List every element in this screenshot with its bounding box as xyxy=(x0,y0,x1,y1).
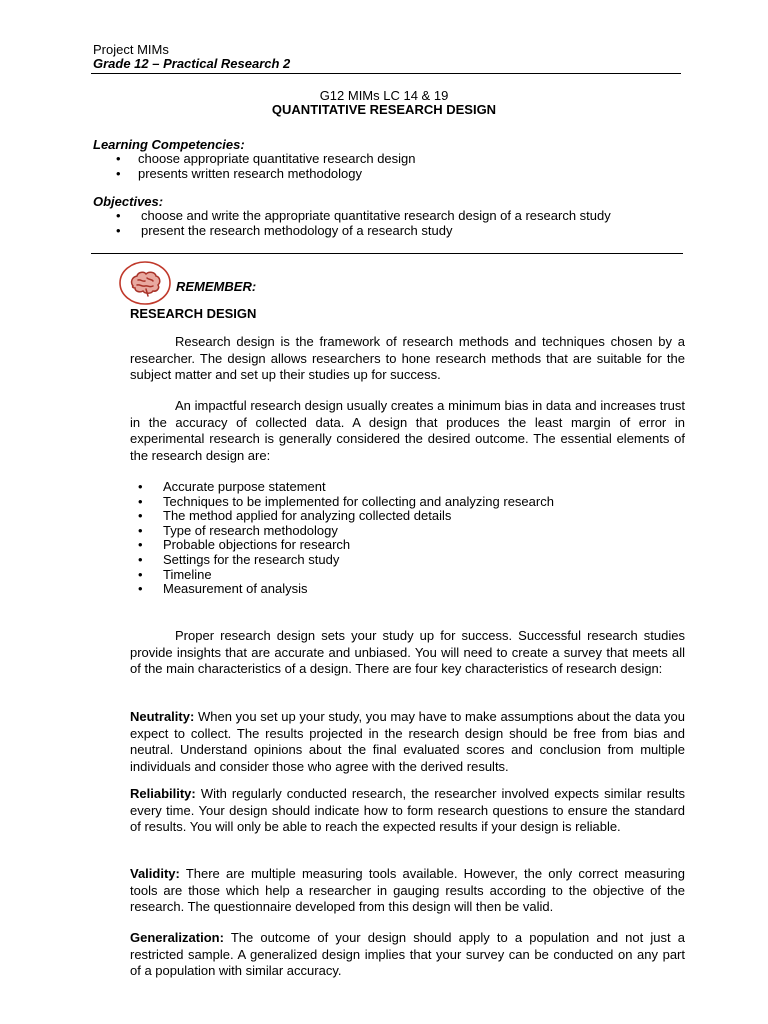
text-reliability: With regularly conducted research, the researcher involved expects similar results every time. Your design should indicate how to form research questions to ensure the standard of results. You will only be able to reach the expected results if your design is reliable. xyxy=(130,786,685,834)
brain-icon xyxy=(118,260,172,306)
text-validity: There are multiple measuring tools available. However, the only correct measuring tools are those which help a researcher in gauging results according to the objective of the research. The questionnaire developed from this design will then be valid. xyxy=(130,866,685,914)
list-item: • Measurement of analysis xyxy=(138,582,554,597)
list-item: • Timeline xyxy=(138,568,554,583)
text-neutrality: When you set up your study, you may have to make assumptions about the data you expect to collect. The results projected in the research design should be free from bias and neutral. Understand opinions about the final evaluated scores and conclusion from multiple individuals and consider those who agree with the derived results. xyxy=(130,709,685,774)
paragraph-neutrality xyxy=(130,709,685,775)
remember-label: REMEMBER: xyxy=(176,279,257,294)
objectives-label: Objectives: xyxy=(93,194,164,209)
elements-list xyxy=(138,480,554,597)
paragraph-validity xyxy=(130,866,685,916)
header-course: Grade 12 – Practical Research 2 xyxy=(93,56,291,71)
term-reliability: Reliability: xyxy=(130,786,196,801)
objectives-list xyxy=(116,209,611,238)
term-neutrality: Neutrality: xyxy=(130,709,195,724)
paragraph-intro: Research design is the framework of research methods and techniques chosen by a researcher. The design allows researchers to hone research methods that are suitable for the subject matter and set up their studies up for success. xyxy=(130,334,685,382)
list-item: • choose appropriate quantitative research design xyxy=(116,152,416,167)
list-item: • Settings for the research study xyxy=(138,553,554,568)
section-heading: RESEARCH DESIGN xyxy=(130,306,257,321)
paragraph-generalization xyxy=(130,930,685,980)
paragraph-impact: An impactful research design usually creates a minimum bias in data and increases trust in the accuracy of collected data. A design that produces the least margin of error in experimental research is generally considered the desired outcome. The essential elements of the research design are: xyxy=(130,398,685,463)
paragraph-characteristics-intro: Proper research design sets your study up for success. Successful research studies provide insights that are accurate and unbiased. You will need to create a survey that meets all of the main characteristics of a design. There are four key characteristics of research design: xyxy=(130,628,685,676)
list-item: • Techniques to be implemented for collecting and analyzing research xyxy=(138,495,554,510)
header-divider xyxy=(91,73,681,74)
competencies-label: Learning Competencies: xyxy=(93,137,245,152)
list-item: • Type of research methodology xyxy=(138,524,554,539)
list-item: • The method applied for analyzing collected details xyxy=(138,509,554,524)
term-validity: Validity: xyxy=(130,866,180,881)
list-item: • presents written research methodology xyxy=(116,167,416,182)
term-generalization: Generalization: xyxy=(130,930,224,945)
paragraph-reliability xyxy=(130,786,685,836)
list-item: • present the research methodology of a research study xyxy=(116,224,611,239)
list-item: • choose and write the appropriate quantitative research design of a research study xyxy=(116,209,611,224)
document-code: G12 MIMs LC 14 & 19 xyxy=(319,88,449,103)
header-project: Project MIMs xyxy=(93,42,169,57)
text-generalization: The outcome of your design should apply to a population and not just a restricted sample. A generalized design implies that your survey can be conducted on any part of a population with similar accuracy. xyxy=(130,930,685,978)
page-title: QUANTITATIVE RESEARCH DESIGN xyxy=(271,102,497,117)
list-item: • Probable objections for research xyxy=(138,538,554,553)
list-item: • Accurate purpose statement xyxy=(138,480,554,495)
section-divider xyxy=(91,253,683,254)
competencies-list xyxy=(116,152,416,181)
